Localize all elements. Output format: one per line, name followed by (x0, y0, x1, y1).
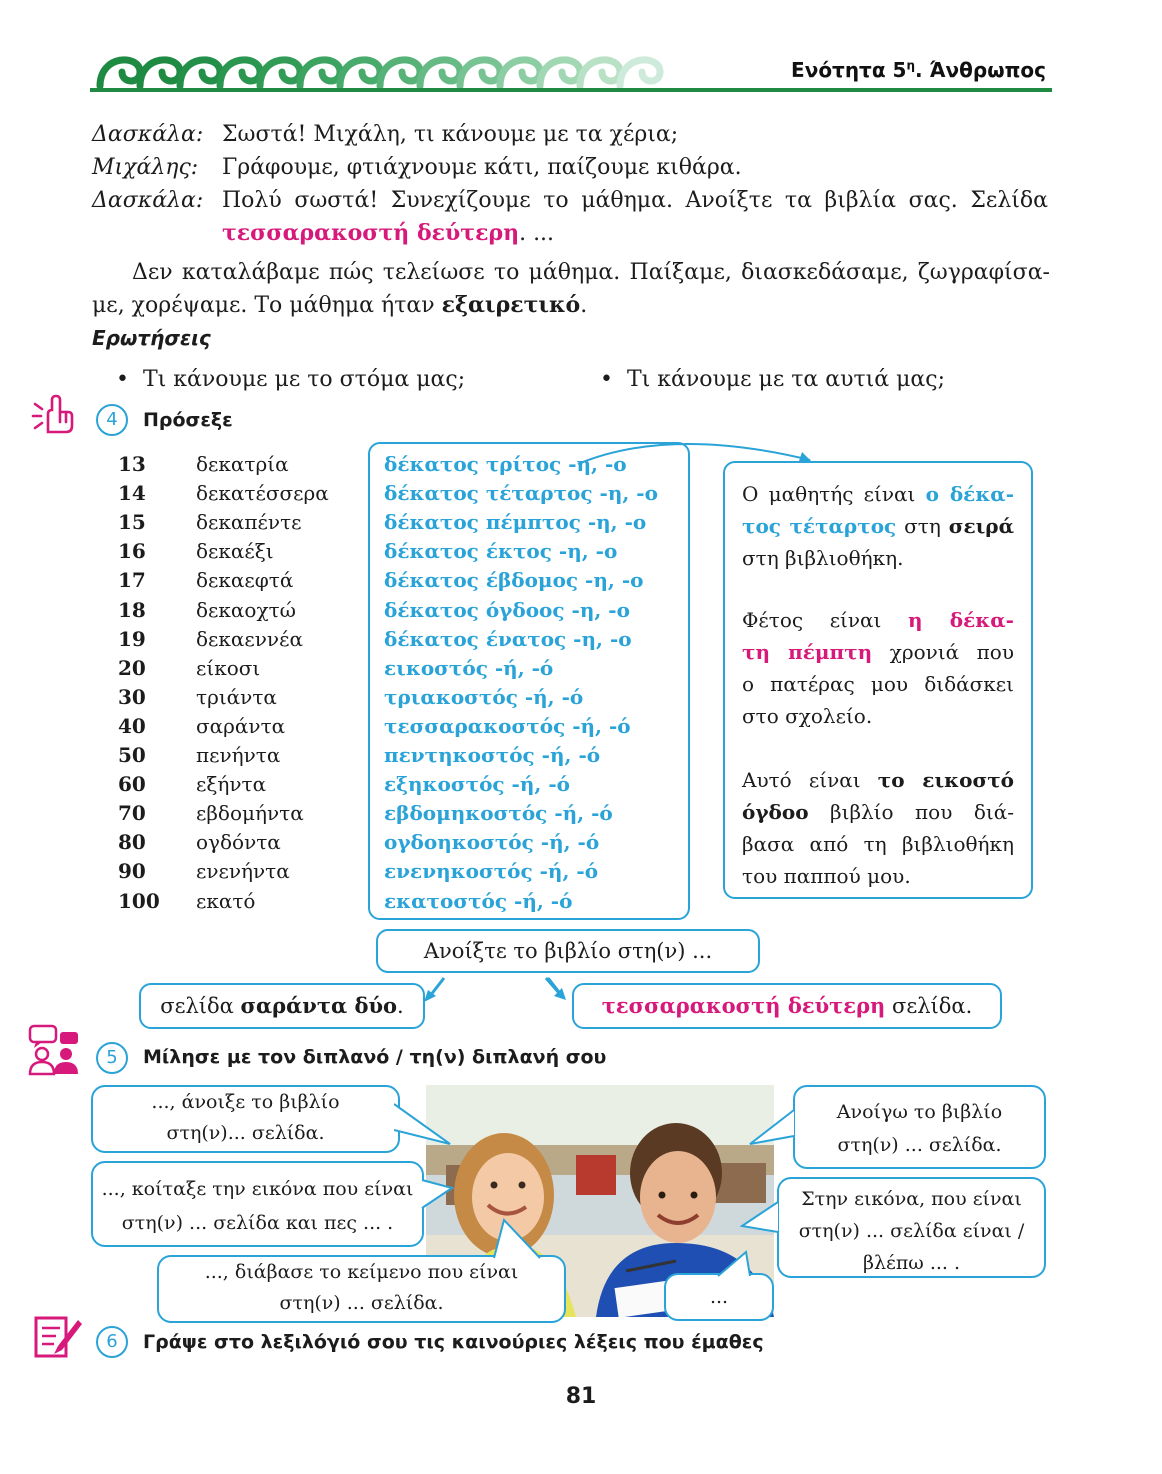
ordinal-word: δέκατος έκτος -η, -ο (384, 539, 618, 564)
question-item: • Τι κάνουμε με το στόμα μας; (116, 367, 466, 392)
number-digits: 14 (118, 481, 146, 506)
number-word: εκατό (196, 888, 256, 913)
example-line: τος τέταρτος στη σειρά (742, 514, 1014, 538)
ordinal-word: ογδοηκοστός -ή, -ό (384, 830, 600, 855)
number-word: ογδόντα (196, 830, 281, 855)
number-word: τριάντα (196, 684, 277, 709)
example-line: του παππού μου. (742, 864, 911, 888)
number-digits: 16 (118, 539, 146, 564)
cardinal-page-phrase: σελίδα σαράντα δύο. (139, 983, 425, 1029)
header-rule (90, 88, 1052, 92)
number-digits: 18 (118, 597, 146, 622)
questions-heading: Ερωτήσεις (92, 326, 211, 350)
split-arrows (420, 970, 560, 1004)
speech-bubble: ..., άνοιξε το βιβλίο στη(ν)... σελίδα. (91, 1085, 400, 1153)
number-word: δεκαεννέα (196, 626, 303, 651)
section-number: 5 (96, 1042, 128, 1074)
number-digits: 40 (118, 713, 146, 738)
arrow-down-right-icon (540, 974, 570, 1004)
example-line: όγδοο βιβλίο που διά- (742, 800, 1014, 824)
speech-bubble: Στην εικόνα, που είναι στη(ν) ... σελίδα είναι / βλέπω ... . (777, 1177, 1046, 1278)
number-word: δεκαέξι (196, 539, 274, 564)
example-line: ο πατέρας μου διδάσκει (742, 672, 1014, 696)
ordinal-word: ενενηκοστός -ή, -ό (384, 859, 599, 884)
ordinal-word: δέκατος τρίτος -η, -ο (384, 452, 627, 476)
page-number: 81 (565, 1384, 597, 1409)
number-digits: 80 (118, 830, 146, 855)
speech-bubble: ..., διάβασε το κείμενο που είναι στη(ν) ... σελίδα. (157, 1255, 566, 1323)
number-digits: 19 (118, 626, 146, 651)
attention-hand-icon (30, 394, 76, 436)
section-title: Γράψε στο λεξιλόγιό σου τις καινούριες λέξεις που έμαθες (143, 1331, 764, 1353)
ordinal-word: εκατοστός -ή, -ό (384, 888, 573, 913)
bubble-tail (748, 1106, 796, 1146)
speech-bubble: Ανοίγω το βιβλίο στη(ν) ... σελίδα. (793, 1085, 1046, 1169)
bubble-tail (420, 1178, 454, 1214)
number-digits: 60 (118, 772, 146, 797)
ordinal-page-phrase: τεσσαρακοστή δεύτερη σελίδα. (572, 983, 1002, 1029)
ordinal-word: εξηκοστός -ή, -ό (384, 772, 570, 797)
example-line: τη πέμπτη χρονιά που (742, 640, 1014, 664)
section-number: 6 (96, 1326, 128, 1358)
example-line: Φέτος είναι η δέκα- (742, 608, 1014, 632)
speaker-teacher: Δασκάλα: (92, 188, 204, 213)
speaker-teacher: Δασκάλα: (92, 122, 204, 147)
ordinal-word: πεντηκοστός -ή, -ό (384, 743, 601, 767)
notebook-pencil-icon (32, 1314, 82, 1360)
ordinal-word: εβδομηκοστός -ή, -ό (384, 801, 613, 826)
dialogue-line-continued: τεσσαρακοστή δεύτερη. ... (222, 220, 555, 246)
bubble-tail (394, 1100, 454, 1148)
ordinal-word: δέκατος όγδοος -η, -ο (384, 597, 630, 622)
number-word: εβδομήντα (196, 801, 304, 826)
narration-line: Δεν καταλάβαμε πώς τελείωσε το μάθημα. Παίξαμε, διασκεδάσαμε, ζωγραφίσα- (132, 260, 1050, 285)
example-line: στο σχολείο. (742, 704, 873, 728)
number-digits: 15 (118, 510, 146, 535)
number-word: δεκαοχτώ (196, 597, 296, 622)
bubble-tail (490, 1218, 560, 1260)
ordinal-word: δέκατος ένατος -η, -ο (384, 626, 632, 651)
number-digits: 70 (118, 801, 146, 826)
number-word: ενενήντα (196, 859, 290, 884)
dialogue-line: Σωστά! Μιχάλη, τι κάνουμε με τα χέρια; (222, 122, 679, 147)
section-title: Πρόσεξε (143, 409, 233, 431)
bubble-tail (740, 1200, 780, 1238)
number-digits: 100 (118, 888, 160, 913)
number-word: δεκαεφτά (196, 568, 294, 593)
ordinal-word: εικοστός -ή, -ό (384, 655, 554, 680)
number-word: σαράντα (196, 713, 286, 738)
number-digits: 30 (118, 684, 146, 709)
dialogue-line: Γράφουμε, φτιάχνουμε κάτι, παίζουμε κιθάρα. (222, 155, 742, 180)
number-word: δεκατρία (196, 452, 289, 476)
open-book-phrase: Ανοίξτε το βιβλίο στη(ν) ... (376, 929, 760, 973)
speech-bubble: ..., κοίταξε την εικόνα που είναι στη(ν) ... σελίδα και πες ... . (91, 1161, 424, 1247)
ordinal-word: δέκατος πέμπτος -η, -ο (384, 510, 647, 535)
example-line: Ο μαθητής είναι ο δέκα- (742, 482, 1014, 506)
section-number: 4 (96, 404, 128, 436)
example-line: Αυτό είναι το εικοστό (742, 768, 1014, 792)
ordinal-word: δέκατος τέταρτος -η, -ο (384, 481, 658, 506)
number-digits: 20 (118, 655, 146, 680)
unit-title: Ενότητα $5^\eta$. Άνθρωπος (791, 58, 1046, 82)
ordinal-word: δέκατος έβδομος -η, -ο (384, 568, 644, 593)
conversation-people-icon (28, 1024, 80, 1076)
dialogue-line: Πολύ σωστά! Συνεχίζουμε το μάθημα. Ανοίξτε τα βιβλία σας. Σελίδα (222, 188, 1048, 213)
number-digits: 90 (118, 859, 146, 884)
speech-bubble: ... (664, 1273, 774, 1321)
question-item: • Τι κάνουμε με τα αυτιά μας; (600, 367, 946, 392)
number-digits: 17 (118, 568, 146, 593)
number-digits: 13 (118, 452, 146, 476)
number-word: δεκατέσσερα (196, 481, 329, 506)
example-line: βασα από τη βιβλιοθήκη (742, 832, 1014, 856)
ordinal-word: τριακοστός -ή, -ό (384, 684, 584, 709)
speaker-michalis: Μιχάλης: (92, 155, 199, 180)
ordinal-word: τεσσαρακοστός -ή, -ό (384, 713, 631, 738)
number-word: είκοσι (196, 655, 261, 680)
number-word: δεκαπέντε (196, 510, 302, 535)
number-word: εξήντα (196, 772, 267, 797)
example-line: στη βιβλιοθήκη. (742, 546, 904, 570)
section-title: Μίλησε με τον διπλανό / τη(ν) διπλανή σου (143, 1046, 607, 1068)
bubble-tail (716, 1250, 756, 1278)
number-digits: 50 (118, 743, 146, 767)
narration-line: με, χορέψαμε. Το μάθημα ήταν εξαιρετικό. (92, 292, 588, 318)
number-word: πενήντα (196, 743, 281, 767)
